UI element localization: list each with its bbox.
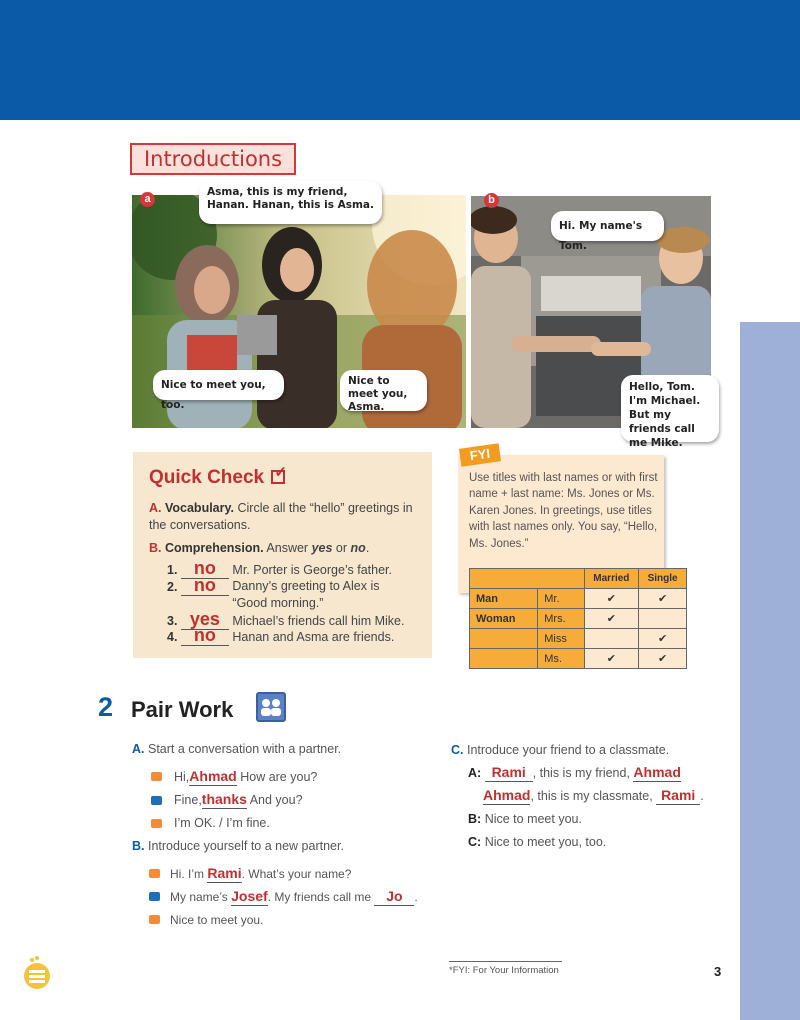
speaker-a-icon [151,819,162,828]
dialogue-line: Hi,Ahmad How are you? [174,768,318,784]
section-number: 2 [98,692,114,722]
photo-a-marker: a [140,192,155,207]
speech-bubble: Asma, this is my friend, Hanan. Hanan, this is Asma. [199,181,382,224]
speech-bubble: Hello, Tom. I'm Michael. But my friends call me Mike. [621,375,719,442]
table-header-single: Single [639,569,687,589]
table-row: Man Mr. ✔ ✔ [470,589,687,609]
table-header-married: Married [584,569,639,589]
table-row: Woman Mrs. ✔ [470,609,687,629]
speaker-b-icon [149,892,160,901]
speech-bubble: Hi. My name's Tom. [551,211,664,241]
table-row: Miss ✔ [470,629,687,649]
checkbox-icon: ✓ [271,470,285,484]
fyi-tag: FYI [459,443,501,466]
dialogue-line: I’m OK. / I’m fine. [174,816,270,830]
speaker-a-icon [149,915,160,924]
photo-b-marker: b [484,193,499,208]
dialogue-line: Ahmad, this is my classmate, Rami . [483,787,704,803]
dialogue-line: Nice to meet you. [170,913,264,927]
footnote: *FYI: For Your Information [449,965,559,976]
quick-check-a: A. Vocabulary. Circle all the “hello” greetings in the conversations. [149,501,413,532]
header-banner [0,0,800,120]
speaker-b-icon [151,796,162,805]
table-row: Ms. ✔ ✔ [470,649,687,669]
footnote-rule [449,961,562,962]
dialogue-line: A: Rami , this is my friend, Ahmad [468,764,681,780]
quick-check-title: Quick Check ✓ [149,464,287,488]
dialogue-line: B: Nice to meet you. [468,812,582,826]
pair-work-c-instruction: C. Introduce your friend to a classmate. [451,743,670,757]
table-header-row [470,569,687,589]
titles-table [469,568,687,669]
speech-bubble: Nice to meet you, too. [153,370,284,400]
quick-check-item: 3. yes Michael’s friends call him Mike. [167,609,405,629]
fyi-text: Use titles with last names or with first name + last name: Ms. Jones or Ms. Karen Jones. In greetings, use titles with last names only. You say, “Hello, Ms. Jones.” [469,472,658,550]
pair-work-b-instruction: B. Introduce yourself to a new partner. [132,839,344,853]
pair-work-a-instruction: A. Start a conversation with a partner. [132,742,342,756]
pair-work-title: Pair Work [131,697,234,722]
quick-check-item: 4. no Hanan and Asma are friends. [167,625,395,645]
dialogue-line: C: Nice to meet you, too. [468,835,607,849]
page-number: 3 [714,964,722,979]
section-title: Introductions [130,143,296,175]
speaker-a-icon [151,772,162,781]
dialogue-line: Hi. I’m Rami. What’s your name? [170,865,352,881]
dialogue-line: Fine,thanks And you? [174,791,303,807]
page-side-tab [740,322,800,1020]
quick-check-item: 1. no Mr. Porter is George’s father. [167,558,392,578]
pair-work-icon [256,692,286,722]
speaker-a-icon [149,869,160,878]
quick-check-b: B. Comprehension. Answer yes or no. [149,541,370,555]
dialogue-line: My name’s Josef. My friends call me Jo . [170,888,418,904]
quick-check-item: 2. no Danny’s greeting to Alex is “Good morning.” [167,575,380,610]
publisher-logo [22,956,52,990]
speech-bubble: Nice to meet you, Asma. [340,370,427,411]
